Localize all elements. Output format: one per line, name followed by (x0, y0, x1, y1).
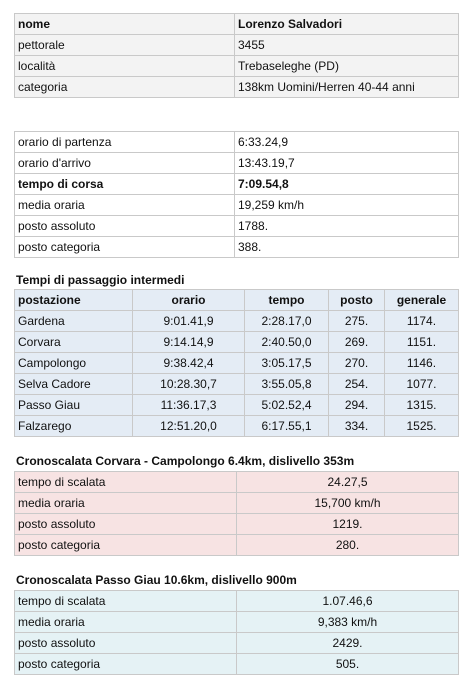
race-label: media oraria (15, 195, 235, 216)
split-time: 2:28.17,0 (245, 311, 329, 332)
climb2-row-category-rank (15, 654, 459, 675)
climb1-row-overall-rank (15, 514, 459, 535)
race-value: 1788. (235, 216, 459, 237)
table-row (15, 374, 459, 395)
split-time: 6:17.55,1 (245, 416, 329, 437)
climb-label: media oraria (15, 612, 237, 633)
split-overall: 1077. (385, 374, 459, 395)
split-clock: 9:01.41,9 (133, 311, 245, 332)
splits-table (14, 289, 459, 437)
race-value: 19,259 km/h (235, 195, 459, 216)
climb1-row-time (15, 472, 459, 493)
split-clock: 9:14.14,9 (133, 332, 245, 353)
split-rank: 275. (329, 311, 385, 332)
climb-value: 24.27,5 (237, 472, 459, 493)
athlete-value: Lorenzo Salvadori (235, 14, 459, 35)
race-row-start (15, 132, 459, 153)
athlete-label: nome (15, 14, 235, 35)
splits-header: postazione (15, 290, 133, 311)
athlete-value: Trebaseleghe (PD) (235, 56, 459, 77)
split-overall: 1525. (385, 416, 459, 437)
race-label: tempo di corsa (15, 174, 235, 195)
split-station: Corvara (15, 332, 133, 353)
athlete-table (14, 13, 459, 98)
climb-value: 1.07.46,6 (237, 591, 459, 612)
climb-value: 9,383 km/h (237, 612, 459, 633)
climb2-title: Cronoscalata Passo Giau 10.6km, dislivello 900m (16, 573, 297, 587)
split-station: Selva Cadore (15, 374, 133, 395)
race-value: 7:09.54,8 (235, 174, 459, 195)
climb-label: posto categoria (15, 654, 237, 675)
splits-header: posto (329, 290, 385, 311)
race-value: 13:43.19,7 (235, 153, 459, 174)
climb-value: 280. (237, 535, 459, 556)
split-overall: 1146. (385, 353, 459, 374)
climb-value: 15,700 km/h (237, 493, 459, 514)
table-row (15, 353, 459, 374)
split-rank: 254. (329, 374, 385, 395)
climb2-table (14, 590, 459, 675)
climb1-title: Cronoscalata Corvara - Campolongo 6.4km, dislivello 353m (16, 454, 355, 468)
climb2-row-speed (15, 612, 459, 633)
split-clock: 9:38.42,4 (133, 353, 245, 374)
race-label: posto categoria (15, 237, 235, 258)
climb-label: posto assoluto (15, 514, 237, 535)
race-value: 388. (235, 237, 459, 258)
table-row (15, 395, 459, 416)
climb-label: media oraria (15, 493, 237, 514)
split-overall: 1151. (385, 332, 459, 353)
race-row-avg-speed (15, 195, 459, 216)
splits-title: Tempi di passaggio intermedi (16, 273, 185, 287)
split-station: Gardena (15, 311, 133, 332)
table-row (15, 332, 459, 353)
climb1-table (14, 471, 459, 556)
split-time: 3:55.05,8 (245, 374, 329, 395)
race-row-category-rank (15, 237, 459, 258)
athlete-row-bib (15, 35, 459, 56)
climb-label: posto assoluto (15, 633, 237, 654)
athlete-label: categoria (15, 77, 235, 98)
split-rank: 269. (329, 332, 385, 353)
climb2-row-time (15, 591, 459, 612)
split-time: 2:40.50,0 (245, 332, 329, 353)
climb-label: tempo di scalata (15, 472, 237, 493)
athlete-row-category (15, 77, 459, 98)
split-clock: 12:51.20,0 (133, 416, 245, 437)
race-table (14, 131, 459, 258)
split-clock: 11:36.17,3 (133, 395, 245, 416)
race-label: posto assoluto (15, 216, 235, 237)
climb-value: 2429. (237, 633, 459, 654)
split-overall: 1174. (385, 311, 459, 332)
climb1-row-speed (15, 493, 459, 514)
climb-label: tempo di scalata (15, 591, 237, 612)
split-station: Campolongo (15, 353, 133, 374)
split-rank: 334. (329, 416, 385, 437)
athlete-value: 3455 (235, 35, 459, 56)
race-row-overall-rank (15, 216, 459, 237)
climb2-row-overall-rank (15, 633, 459, 654)
race-row-finish (15, 153, 459, 174)
split-rank: 270. (329, 353, 385, 374)
athlete-label: località (15, 56, 235, 77)
climb-label: posto categoria (15, 535, 237, 556)
athlete-row-town (15, 56, 459, 77)
splits-header: generale (385, 290, 459, 311)
climb-value: 505. (237, 654, 459, 675)
split-rank: 294. (329, 395, 385, 416)
race-row-total-time (15, 174, 459, 195)
race-value: 6:33.24,9 (235, 132, 459, 153)
climb1-row-category-rank (15, 535, 459, 556)
split-station: Falzarego (15, 416, 133, 437)
split-time: 3:05.17,5 (245, 353, 329, 374)
split-time: 5:02.52,4 (245, 395, 329, 416)
climb-value: 1219. (237, 514, 459, 535)
split-clock: 10:28.30,7 (133, 374, 245, 395)
splits-header-row (15, 290, 459, 311)
athlete-label: pettorale (15, 35, 235, 56)
table-row (15, 311, 459, 332)
splits-header: orario (133, 290, 245, 311)
splits-header: tempo (245, 290, 329, 311)
split-overall: 1315. (385, 395, 459, 416)
athlete-row-name (15, 14, 459, 35)
table-row (15, 416, 459, 437)
athlete-value: 138km Uomini/Herren 40-44 anni (235, 77, 459, 98)
split-station: Passo Giau (15, 395, 133, 416)
race-label: orario di partenza (15, 132, 235, 153)
race-label: orario d'arrivo (15, 153, 235, 174)
